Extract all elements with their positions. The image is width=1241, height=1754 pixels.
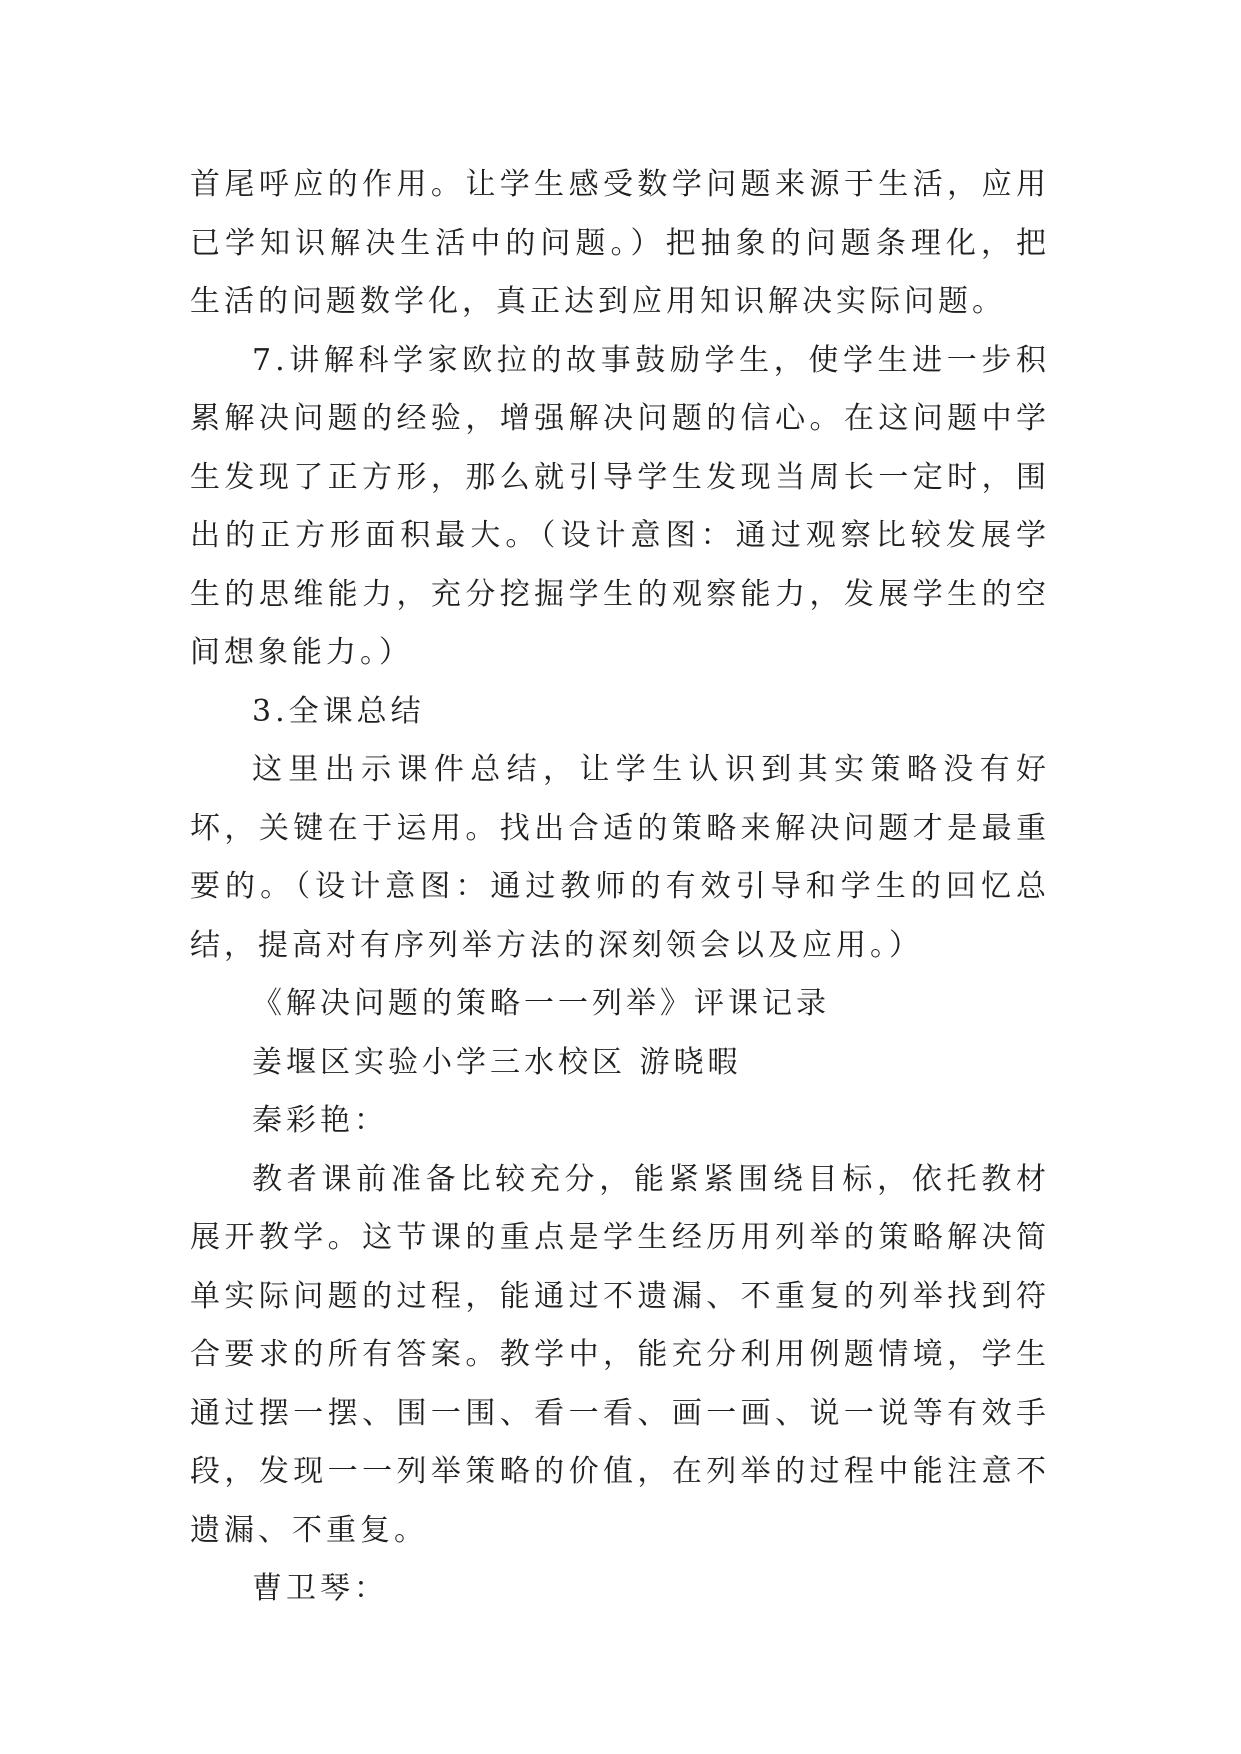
review-author: 姜堰区实验小学三水校区 游晓暇 [252, 1044, 742, 1080]
reviewer-name-cao: 曹卫琴： [252, 1571, 388, 1606]
paragraph-step-7: 7.讲解科学家欧拉的故事鼓励学生，使学生进一步积累解决问题的经验，增强解决问题的信心。在这问题中学生发现了正方形，那么就引导学生发现当周长一定时，围出的正方形面积最大。（设计意图：通过观察比较发展学生的思维能力，充分挖掘学生的观察能力，发展学生的空间想象能力。） [190, 342, 1050, 670]
paragraph-summary: 这里出示课件总结，让学生认识到其实策略没有好坏，关键在于运用。找出合适的策略来解决问题才是最重要的。（设计意图：通过教师的有效引导和学生的回忆总结，提高对有序列举方法的深刻领会以及应用。） [190, 752, 1050, 963]
document-body [190, 156, 1050, 1619]
section-heading-summary: 3.全课总结 [252, 693, 425, 729]
review-comment-qin: 教者课前准备比较充分，能紧紧围绕目标，依托教材展开教学。这节课的重点是学生经历用列举的策略解决简单实际问题的过程，能通过不遗漏、不重复的列举找到符合要求的所有答案。教学中，能充分利用例题情境，学生通过摆一摆、围一围、看一看、画一画、说一说等有效手段，发现一一列举策略的价值，在列举的过程中能注意不遗漏、不重复。 [190, 1161, 1050, 1548]
paragraph-intro-continuation: 首尾呼应的作用。让学生感受数学问题来源于生活，应用已学知识解决生活中的问题。）把抽象的问题条理化，把生活的问题数学化，真正达到应用知识解决实际问题。 [190, 167, 1050, 319]
reviewer-name-qin: 秦彩艳： [252, 1103, 388, 1138]
review-title: 《解决问题的策略一一列举》评课记录 [252, 986, 830, 1021]
